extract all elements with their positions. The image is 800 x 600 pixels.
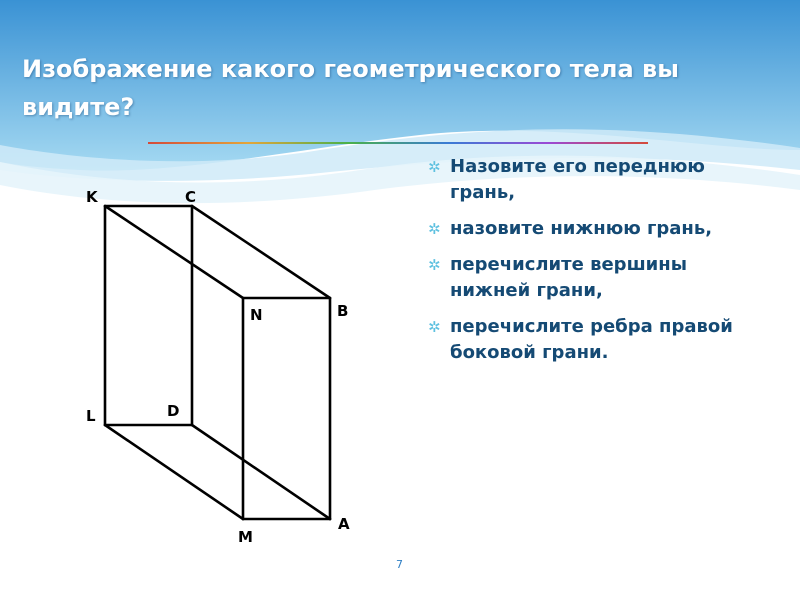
edge-CB [192, 206, 330, 298]
question-text: перечислите вершины нижней грани, [450, 254, 688, 301]
page-number: 7 [396, 558, 403, 571]
slide-title: Изображение какого геометрического тела вы видите? [22, 55, 679, 121]
edge-DA [192, 425, 330, 519]
vertex-label-b: B [337, 302, 349, 320]
vertex-label-d: D [167, 402, 180, 420]
asterisk-bullet-icon: ✲ [428, 220, 441, 238]
asterisk-bullet-icon: ✲ [428, 318, 441, 336]
vertex-label-m: M [238, 528, 253, 546]
vertex-label-a: A [338, 515, 350, 533]
question-text: Назовите его переднюю грань, [450, 156, 705, 203]
vertex-label-c: C [185, 188, 197, 206]
vertex-label-k: K [86, 188, 98, 206]
edge-LM [105, 425, 243, 519]
vertex-label-n: N [250, 306, 263, 324]
asterisk-bullet-icon: ✲ [428, 158, 441, 176]
question-text: назовите нижнюю грань, [450, 218, 713, 239]
asterisk-bullet-icon: ✲ [428, 256, 441, 274]
vertex-label-l: L [86, 407, 96, 425]
question-text: перечислите ребра правой боковой грани. [450, 316, 733, 363]
edge-KN [105, 206, 243, 298]
